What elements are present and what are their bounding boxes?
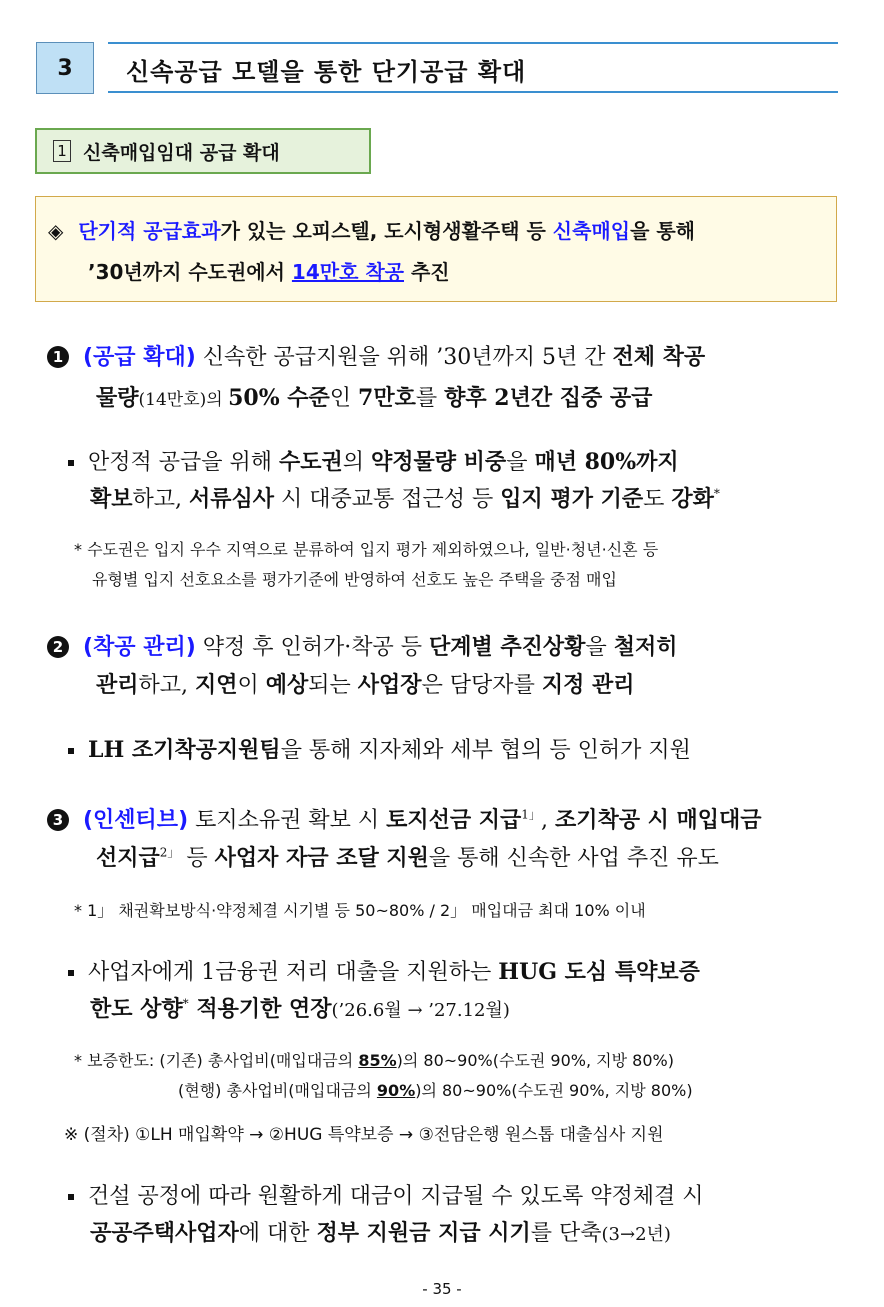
circled-number-1-icon: 1 — [47, 346, 69, 368]
bullet-text: 안정적 공급을 위해 — [88, 450, 279, 475]
note-text: )의 80~90%(수도권 90%, 지방 80%) — [415, 1081, 693, 1100]
item1-bullet-line2 — [90, 482, 720, 513]
item2-line1 — [47, 630, 677, 661]
bullet-text: 를 단축 — [530, 1221, 602, 1246]
item1-bold: 50% 수준 — [228, 385, 330, 411]
summary-text: 추진 — [404, 260, 450, 284]
item3-bold: 토지선금 지급 — [386, 807, 522, 833]
item2-text: 되는 — [308, 673, 358, 698]
bullet-bold: 입지 평가 기준 — [500, 486, 644, 512]
summary-line-2 — [48, 252, 826, 293]
square-bullet-icon — [68, 970, 74, 976]
note-text: * 보증한도: (기존) 총사업비(매입대금의 — [74, 1051, 359, 1070]
bullet-bold: 강화 — [671, 486, 714, 512]
bullet-text: 시 대중교통 접근성 등 — [274, 487, 501, 512]
bullet-text: 을 — [506, 450, 535, 475]
summary-text: 을 통해 — [630, 219, 695, 243]
item1-bold: 전체 착공 — [612, 344, 706, 370]
item3-bullet2-line2 — [90, 1216, 671, 1247]
subsection-header — [35, 128, 371, 174]
item1-text: (14만호)의 — [138, 390, 229, 410]
item3-text: 을 통해 신속한 사업 추진 유도 — [428, 846, 719, 871]
item2-bold: 관리 — [96, 672, 139, 698]
item3-text: 토지소유권 확보 시 — [188, 808, 387, 833]
bullet-bold: 공공주택사업자 — [90, 1220, 239, 1246]
item2-text: 은 담당자를 — [421, 673, 542, 698]
footnote-mark: 1」 — [521, 807, 541, 822]
footnote-mark: * — [182, 996, 189, 1011]
item1-note-line2: 유형별 입지 선호요소를 평가기준에 반영하여 선호도 높은 주택을 중점 매입 — [92, 570, 617, 589]
item2-bold: 사업장 — [357, 672, 422, 698]
bullet-text: 의 — [342, 450, 372, 475]
item1-text: 신속한 공급지원을 위해 ’30년까지 5년 간 — [195, 345, 613, 370]
item1-bold: 향후 2년간 집중 공급 — [444, 385, 653, 411]
item2-text: 을 — [585, 635, 614, 660]
item2-bold: 철저히 — [613, 634, 678, 660]
item3-bold: 선지급 — [96, 845, 160, 871]
note-bold: 90% — [376, 1081, 416, 1100]
item2-bold: 예상 — [265, 672, 309, 698]
item1-note-line1: * 수도권은 입지 우수 지역으로 분류하여 입지 평가 제외하였으나, 일반·청년·신혼 등 — [74, 540, 659, 559]
item3-bold: 조기착공 시 매입대금 — [554, 807, 762, 833]
item3-bold: 사업자 자금 조달 지원 — [214, 845, 429, 871]
item2-line2 — [96, 668, 634, 699]
summary-highlight: 신축매입 — [552, 219, 631, 243]
bullet-bold: 적용기한 연장 — [188, 996, 332, 1022]
item3-bullet1-line2 — [90, 992, 510, 1023]
procedure-note: ※ (절차) ①LH 매입확약 → ②HUG 특약보증 → ③전담은행 원스톱 대출심사 지원 — [64, 1125, 664, 1145]
circled-number-2-icon: 2 — [47, 636, 69, 658]
section-line-top — [108, 42, 838, 44]
section-line-bottom — [108, 91, 838, 93]
item1-text: 를 — [415, 386, 445, 411]
item1-bold: 물량 — [96, 385, 139, 411]
bullet-text: (’26.6월 → ’27.12월) — [331, 1000, 510, 1021]
bullet-bold: 서류심사 — [189, 486, 275, 512]
footnote-mark: * — [713, 486, 720, 501]
bullet-text: 사업자에게 1금융권 저리 대출을 지원하는 — [88, 960, 499, 985]
item3-bullet2-line1 — [68, 1179, 704, 1210]
item1-text: 인 — [329, 386, 359, 411]
page-number: - 35 - — [422, 1280, 462, 1298]
item2-bullet — [68, 733, 691, 764]
item3-text: , — [540, 808, 555, 833]
item2-text: 하고, — [138, 673, 196, 698]
bullet-text: 도 — [643, 487, 672, 512]
subsection-title: 신축매입임대 공급 확대 — [83, 141, 280, 164]
item3-line2 — [96, 841, 719, 872]
bullet-text: 하고, — [132, 487, 190, 512]
item2-bold: 지정 관리 — [541, 672, 635, 698]
item3-note: * 1」 채권확보방식·약정체결 시기별 등 50~80% / 2」 매입대금 최대 10% 이내 — [74, 901, 646, 920]
item3-text: 등 — [179, 846, 215, 871]
summary-highlight: 단기적 공급효과 — [78, 219, 221, 243]
bullet-bold: LH 조기착공지원팀 — [88, 737, 281, 763]
item2-bold: 단계별 추진상황 — [429, 634, 586, 660]
item3-line1 — [47, 803, 762, 834]
item1-line2 — [96, 381, 652, 412]
summary-line-1 — [48, 211, 826, 252]
item1-label: (공급 확대) — [83, 345, 196, 370]
bullet-bold: 약정물량 비중 — [371, 449, 507, 475]
item2-bold: 지연 — [195, 672, 238, 698]
summary-box — [35, 196, 837, 302]
section-number: 3 — [36, 42, 94, 94]
square-bullet-icon — [68, 748, 74, 754]
item3-label: (인센티브) — [83, 808, 189, 833]
summary-target: 14만호 착공 — [291, 260, 404, 284]
note-text: (현행) 총사업비(매입대금의 — [178, 1081, 377, 1100]
note-text: )의 80~90%(수도권 90%, 지방 80%) — [396, 1051, 674, 1070]
note-bold: 85% — [358, 1051, 397, 1070]
item1-line1 — [47, 340, 705, 371]
bullet-text: 을 통해 지자체와 세부 협의 등 인허가 지원 — [280, 738, 691, 763]
item2-text: 약정 후 인허가·착공 등 — [195, 635, 430, 660]
bullet-bold: HUG 도심 특약보증 — [498, 959, 700, 985]
summary-text: ’30년까지 수도권에서 — [88, 260, 292, 284]
item1-bold: 7만호 — [358, 385, 416, 411]
subsection-number: 1 — [53, 140, 71, 162]
section-title: 신속공급 모델을 통한 단기공급 확대 — [126, 58, 527, 86]
footnote-mark: 2」 — [159, 845, 180, 860]
item1-bullet-line1 — [68, 445, 679, 476]
item2-text: 이 — [237, 673, 266, 698]
bullet-bold: 매년 80%까지 — [534, 449, 679, 475]
circled-number-3-icon: 3 — [47, 809, 69, 831]
bullet-text: 에 대한 — [238, 1221, 317, 1246]
bullet-bold: 확보 — [90, 486, 133, 512]
diamond-icon: ◈ — [48, 219, 64, 243]
bullet-text: 건설 공정에 따라 원활하게 대금이 지급될 수 있도록 약정체결 시 — [88, 1184, 704, 1209]
item3-bullet1-line1 — [68, 955, 700, 986]
square-bullet-icon — [68, 460, 74, 466]
item2-label: (착공 관리) — [83, 635, 196, 660]
bullet-bold: 수도권 — [279, 449, 343, 475]
bullet-bold: 정부 지원금 지급 시기 — [316, 1220, 531, 1246]
item3-note2-line2 — [178, 1078, 693, 1101]
bullet-bold: 한도 상향 — [90, 996, 183, 1022]
bullet-text: (3→2년) — [601, 1224, 671, 1245]
square-bullet-icon — [68, 1194, 74, 1200]
item3-note2-line1 — [74, 1048, 674, 1071]
summary-text: 가 있는 오피스텔, 도시형생활주택 등 — [220, 219, 553, 243]
